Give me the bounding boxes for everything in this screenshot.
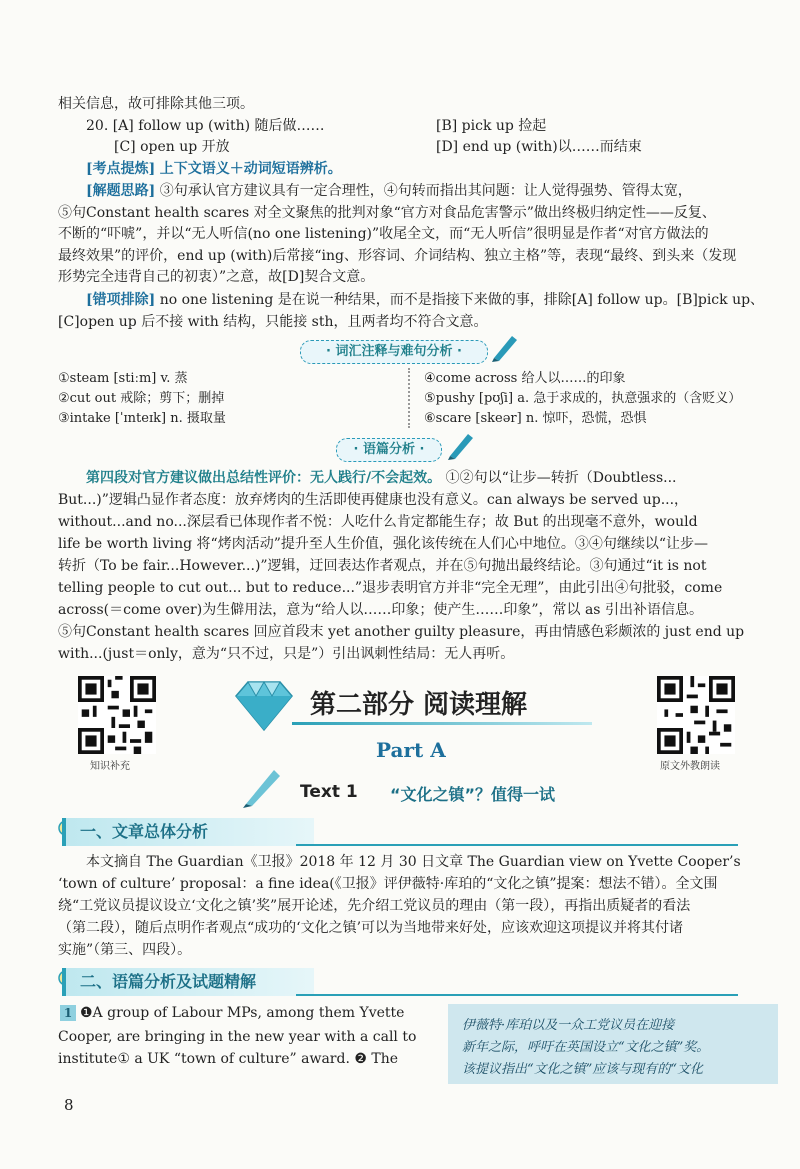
translation-line: 新年之际，呼吁在英国设立“文化之镇”奖。 <box>462 1040 710 1055</box>
part-a-label: Part A <box>376 738 446 762</box>
translation-line: 该提议指出“文化之镇”应该与现有的“文化 <box>462 1062 703 1077</box>
cuoxiang-text-1: no one listening 是在说一种结果，而不是指接下来做的事，排除[A] follow up。[B]pick up、 <box>159 292 765 308</box>
cuoxiang-line-2: [C]open up 后不接 with 结构，只能接 sth，且两者均不符合文意。 <box>58 314 488 330</box>
translation-line: 伊薇特·库珀以及一众工党议员在迎接 <box>462 1018 675 1033</box>
cuoxiang-tag: [错项排除] <box>86 292 156 308</box>
pen-icon <box>240 764 284 808</box>
summary-line: 绕“工党议员提议设立‘文化之镇’奖”展开论述，先介绍工党议员的理由（第一段），再指出质疑者的看法 <box>58 898 691 914</box>
text-title: “文化之镇”？值得一试 <box>390 785 556 804</box>
page-number: 8 <box>64 1096 74 1114</box>
passage-line-1 <box>60 1003 404 1023</box>
passage-text: ❶A group of Labour MPs, among them Yvette <box>80 1005 405 1021</box>
jieti-text-1: ③句承认官方建议具有一定合理性，④句转而指出其问题：让人觉得强势、管得太宽， <box>159 183 692 199</box>
vocab-banner: · 词汇注释与难句分析 · <box>300 340 488 364</box>
jieti-tag: [解题思路] <box>86 183 156 199</box>
summary-line: ‘town of culture’ proposal：a fine idea(《卫报》评伊薇特·库珀的“文化之镇”提案：想法不错）。全文围 <box>58 876 718 892</box>
discourse-lead: 第四段对官方建议做出总结性评价：无人践行/不会起效。 <box>86 470 442 486</box>
kaodian-line <box>86 159 342 179</box>
title-underline <box>292 722 592 725</box>
jieti-line-3: 不断的“吓唬”，并以“无人听信(no one listening)”收尾全文，而“无人听信”很明显是作者“对官方做法的 <box>58 226 709 242</box>
option-d: [D] end up (with)以……而结束 <box>436 139 642 155</box>
vocab-item: ④come across 给人以……的印象 <box>424 371 626 386</box>
option-a: 20. [A] follow up (with) 随后做…… <box>86 118 325 134</box>
qr-code-left[interactable] <box>78 676 156 754</box>
diamond-icon <box>228 678 300 734</box>
discourse-line: 转折（To be fair...However...)”逻辑，迂回表达作者观点，并在⑤句抛出最终结论。③句通过“it is not <box>58 558 707 574</box>
discourse-line: across(＝come over)为生僻用法，意为“给人以……印象；使产生……印象”，常以 as 引出补语信息。 <box>58 602 703 618</box>
text-line: 相关信息，故可排除其他三项。 <box>58 96 254 112</box>
vocab-item: ⑤pushy [pʊʃi] a. 急于求成的，执意强求的（含贬义） <box>424 391 742 406</box>
section-heading: 二、语篇分析及试题精解 <box>62 968 314 996</box>
qr-left-label: 知识补充 <box>90 761 130 772</box>
passage-line: institute① a UK “town of culture” award. ❷ The <box>58 1051 398 1067</box>
summary-line: 本文摘自 The Guardian《卫报》2018 年 12 月 30 日文章 The Guardian view on Yvette Cooper’s <box>86 854 741 870</box>
vocab-item: ⑥scare [skeər] n. 惊吓，恐慌，恐惧 <box>424 411 647 426</box>
qr-code-right[interactable] <box>657 676 735 754</box>
discourse-banner: · 语篇分析 · <box>336 438 442 462</box>
option-b: [B] pick up 捡起 <box>436 118 547 134</box>
pen-icon <box>490 330 520 362</box>
kaodian-tag: [考点提炼] <box>86 161 156 177</box>
kaodian-text: 上下文语义＋动词短语辨析。 <box>159 161 342 177</box>
summary-line: （第二段），随后点明作者观点“成功的‘文化之镇’可以为当地带来好处，应该欢迎这项提议并将其付诸 <box>58 920 684 936</box>
discourse-line: life be worth living 将“烤肉活动”提升至人生价值，强化该传统在人们心中地位。③④句继续以“让步— <box>58 536 709 552</box>
option-c: [C] open up 开放 <box>114 139 230 155</box>
section-heading: 一、文章总体分析 <box>62 818 314 846</box>
discourse-line: But...)”逻辑凸显作者态度：放弃烤肉的生活即使再健康也没有意义。can always be served up...， <box>58 492 689 508</box>
summary-line: 实施”（第三、四段）。 <box>58 942 192 958</box>
part-title: 第二部分 阅读理解 <box>310 690 528 720</box>
discourse-line: with...(just＝only，意为“只不过，只是”）引出讽刺性结局：无人再听。 <box>58 646 515 662</box>
discourse-line: telling people to cut out... but to reduce...”退步表明官方并非“完全无理”，由此引出④句批驳，come <box>58 580 723 596</box>
text-number: Text 1 <box>300 782 358 802</box>
discourse-text-1: ①②句以“让步—转折（Doubtless... <box>445 470 677 486</box>
jieti-line-2: ⑤句Constant health scares 对全文聚焦的批判对象“官方对食品危害警示”做出终极归纳定性——反复、 <box>58 205 716 221</box>
vocab-divider <box>408 368 416 428</box>
jieti-line-1 <box>86 181 692 201</box>
paragraph-marker: 1 <box>60 1005 76 1021</box>
vocab-item: ②cut out 戒除；剪下；删掉 <box>58 391 225 406</box>
translation-box <box>448 1004 778 1084</box>
section-rule <box>296 994 738 996</box>
discourse-line: without...and no...深层看已体现作者不悦：人吃什么肯定都能生存；故 But 的出现毫不意外，would <box>58 514 698 530</box>
qr-right-label: 原文外教朗读 <box>660 761 720 772</box>
vocab-item: ③intake [ˈɪnteɪk] n. 摄取量 <box>58 411 226 426</box>
cuoxiang-line-1 <box>86 290 764 310</box>
passage-line: Cooper, are bringing in the new year with a call to <box>58 1029 417 1045</box>
section-rule <box>296 844 738 846</box>
vocab-item: ①steam [stiːm] v. 蒸 <box>58 371 188 386</box>
jieti-line-4: 最终效果”的评价，end up (with)后常接“ing、形容词、介词结构、独立主格”等，表现“最终、到头来（发现 <box>58 248 737 264</box>
jieti-line-5: 形势完全违背自己的初衷）”之意，故[D]契合文意。 <box>58 269 375 285</box>
pen-icon <box>446 428 476 460</box>
discourse-line: ⑤句Constant health scares 回应首段末 yet another guilty pleasure，再由情感色彩颇浓的 just end up <box>58 624 745 640</box>
discourse-line-1 <box>86 468 676 488</box>
